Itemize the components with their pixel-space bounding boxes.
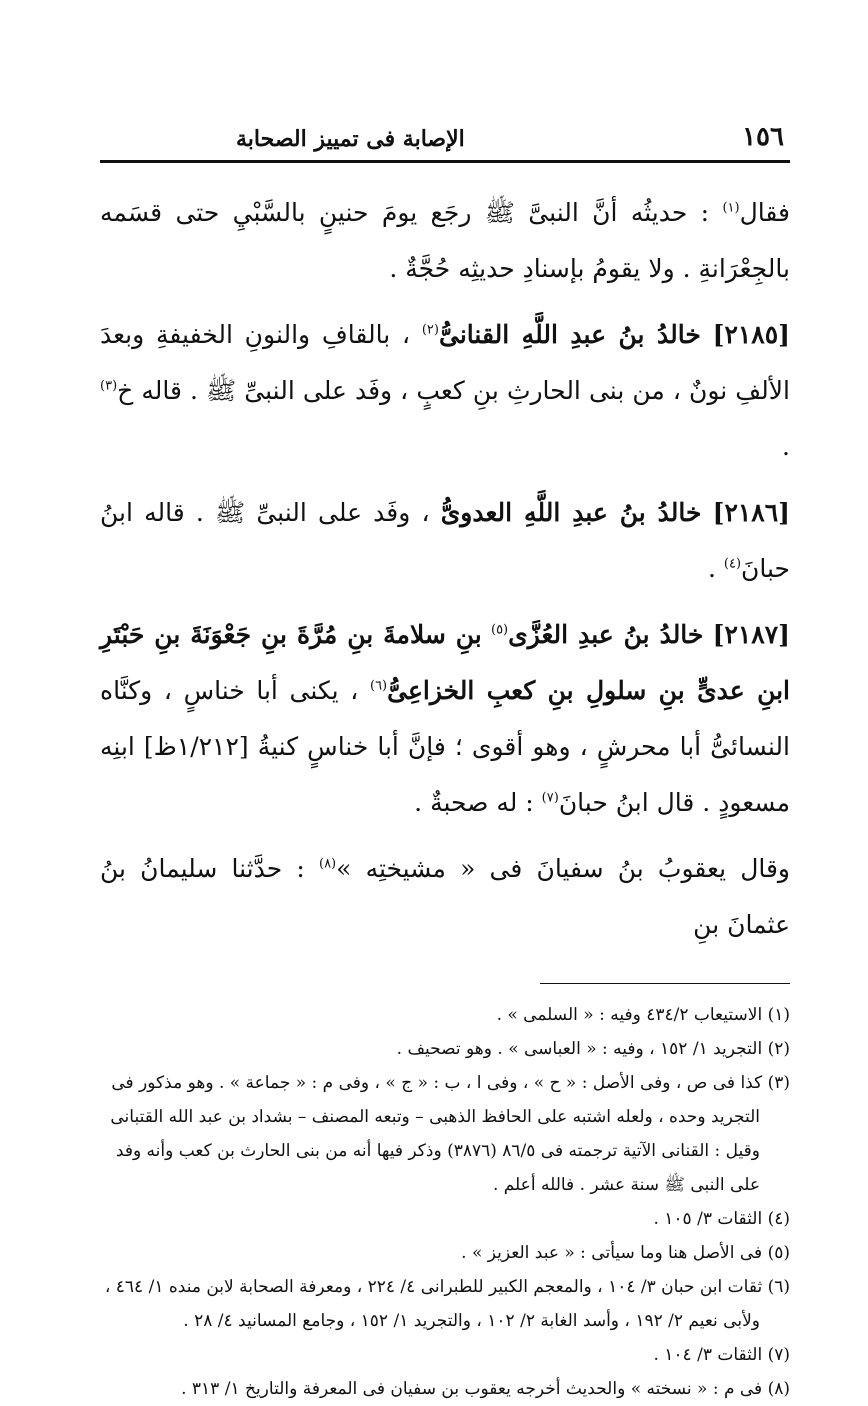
footnote-1: (١) الاستيعاب ٤٣٤/٢ وفيه : « السلمى » .: [496, 1005, 790, 1025]
entry-text-end: .: [707, 554, 716, 583]
footnote-5: (٥) فى الأصل هنا وما سيأتى : « عبد العزيز » .: [461, 1243, 790, 1263]
footnotes: [100, 998, 790, 1406]
footnote-4: (٤) الثقات ٣/ ١٠٥ .: [653, 1209, 790, 1229]
footnote-2: (٢) التجريد ١/ ١٥٢ ، وفيه : « العباسى » . وهو تصحيف .: [396, 1039, 790, 1059]
entry-name: خالدُ بنُ عبدِ العُزَّى: [508, 620, 704, 649]
footnote-3-cont: التجريد وحده ، ولعله اشتبه على الحافظ الذهبى – وتبعه المصنف – بشداد بن عبد الله القتبانى: [110, 1107, 760, 1127]
page-number: ١٥٦: [742, 122, 784, 152]
book-page: [100, 108, 790, 1406]
entry-name: خالدُ بنُ عبدِ اللَّهِ القنانىُّ: [438, 320, 701, 349]
footnote-7: (٧) الثقات ٣/ ١٠٤ .: [653, 1345, 790, 1365]
footnote-6-cont: ولأبى نعيم ٢/ ١٩٢ ، وأسد الغابة ٢/ ١٠٢ ، والتجريد ١/ ١٥٢ ، وجامع المسانيد ٤/ ٢٨ .: [183, 1311, 760, 1331]
footnote-ref-4[interactable]: (٤): [723, 556, 742, 572]
footnote-ref-1[interactable]: (١): [722, 200, 740, 216]
footnote-ref-2[interactable]: (٢): [421, 322, 439, 338]
running-title: الإصابة فى تمييز الصحابة: [236, 126, 465, 152]
header-rule: [100, 160, 790, 163]
footnote-ref-8[interactable]: (٨): [318, 856, 337, 872]
page-header: [100, 108, 790, 152]
entry-number: [٢١٨٦]: [712, 498, 791, 527]
p1-text-start: فقال: [739, 198, 790, 227]
footnotes-separator: [540, 983, 790, 984]
footnote-6: (٦) ثقات ابن حبان ٣/ ١٠٤ ، والمعجم الكبير للطبرانى ٤/ ٢٢٤ ، ومعرفة الصحابة لابن منده ١/ ٤٦٤ ،: [104, 1277, 790, 1297]
p5-text-start: وقال يعقوبُ بنُ سفيانَ فى « مشيختِه »: [336, 854, 790, 883]
footnote-ref-5[interactable]: (٥): [490, 622, 509, 638]
footnote-3-cont: وقيل : القنانى الآتية ترجمته فى ٨٦/٥ (٣٨٧٦) وذكر فيها أنه من بنى الحارث بن كعب وأنه وفد: [115, 1141, 760, 1161]
p5-text-rest: : حدَّثنا سليمانُ بنُ عثمانَ بنِ: [100, 854, 790, 939]
p1-text-rest: : حديثُه أنَّ النبىَّ ﷺ رجَع يومَ حنينٍ بالسَّبْيِ حتى قسَمه بالجِعْرَانةِ . ولا يقومُ بإسنادِ حديثِه حُجَّةٌ .: [100, 198, 790, 283]
footnote-ref-7[interactable]: (٧): [541, 790, 559, 806]
paragraph-5: [100, 841, 790, 953]
entry-2185: [100, 307, 790, 475]
entry-2186: [100, 485, 790, 597]
entry-text: ، يكنى أبا خناسٍ ، وكنَّاه النسائىُّ أبا محرشٍ ، وهو أقوى ؛ فإنَّ أبا خناسٍ كنيةُ [١/٢١٢ظ] ابنِه مسعودٍ . قال ابنُ حبانَ: [100, 676, 790, 817]
footnote-ref-6[interactable]: (٦): [369, 678, 388, 694]
paragraph-1: [100, 185, 790, 297]
entry-number: [٢١٨٥]: [712, 320, 791, 349]
footnote-3: (٣) كذا فى ص ، وفى الأصل : « ح » ، وفى ا ، ب : « ج » ، وفى م : « جماعة » . وهو مذكور فى: [111, 1073, 790, 1093]
entry-name: خالدُ بنُ عبدِ اللَّهِ العدوىُّ: [440, 498, 702, 527]
entry-2187: [100, 607, 790, 831]
entry-text: ، وفَد على النبىِّ ﷺ . قاله ابنُ حبانَ: [100, 498, 790, 583]
footnote-3-cont: على النبى ﷺ سنة عشر . فالله أعلم .: [492, 1175, 760, 1195]
entry-text-end: : له صحبةٌ .: [414, 788, 534, 817]
entry-text: ، بالقافِ والنونِ الخفيفةِ وبعدَ الألفِ نونٌ ، من بنى الحارثِ بنِ كعبٍ ، وفَد على النبىِّ ﷺ . قاله خ: [100, 320, 790, 405]
entry-text-end: .: [782, 432, 790, 461]
main-text: [100, 185, 790, 953]
footnote-8: (٨) فى م : « نسخته » والحديث أخرجه يعقوب بن سفيان فى المعرفة والتاريخ ١/ ٣١٣ .: [181, 1379, 790, 1399]
entry-number: [٢١٨٧]: [712, 620, 791, 649]
footnote-ref-3[interactable]: (٣): [100, 378, 118, 394]
entry-name-lineage: بنِ سلامةَ بنِ مُرَّةَ بنِ جَعْوَنَةَ بنِ حَبْتَرِ ابنِ عدىٍّ بنِ سلولِ بنِ كعبِ الخزاعِىُّ: [100, 620, 790, 705]
